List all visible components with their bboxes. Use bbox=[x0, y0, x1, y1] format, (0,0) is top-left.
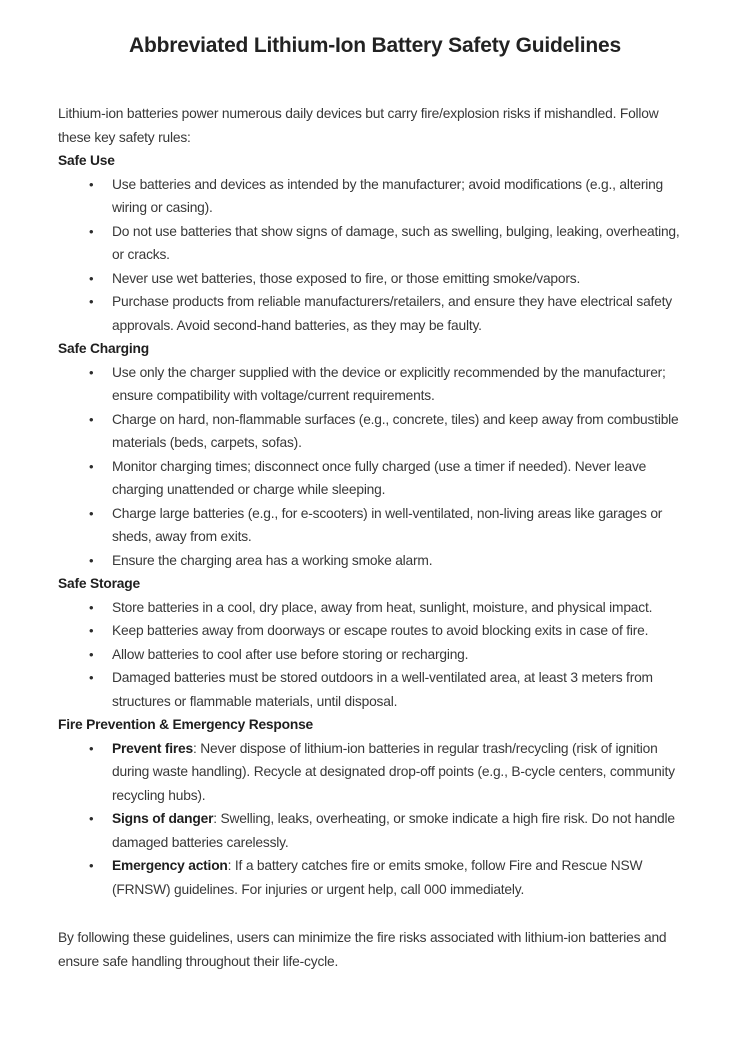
list-item-label: Signs of danger bbox=[112, 811, 214, 826]
document-title: Abbreviated Lithium-Ion Battery Safety Guidelines bbox=[129, 34, 621, 57]
section-heading-fire-prevention: Fire Prevention & Emergency Response bbox=[58, 717, 314, 732]
list-item bbox=[58, 643, 692, 667]
list-item-text: Use batteries and devices as intended by the manufacturer; avoid modifications (e.g., altering wiring or casing). bbox=[112, 176, 664, 215]
bullet-icon: • bbox=[89, 670, 94, 685]
bullet-icon: • bbox=[89, 623, 94, 638]
bullet-icon: • bbox=[89, 176, 94, 192]
list-item bbox=[58, 596, 692, 620]
bullet-icon: • bbox=[89, 294, 94, 309]
bullet-icon: • bbox=[89, 740, 94, 756]
list-item-text: Keep batteries away from doorways or escape routes to avoid blocking exits in case of fire. bbox=[112, 623, 649, 638]
bullet-icon: • bbox=[89, 223, 94, 239]
list-item-text: Damaged batteries must be stored outdoors in a well-ventilated area, at least 3 meters from structures or flammable materials, until disposal. bbox=[112, 670, 653, 709]
bullet-list-safe-use bbox=[58, 173, 692, 338]
list-item bbox=[58, 737, 692, 808]
list-item-text: : Swelling, leaks, overheating, or smoke indicate a high fire risk. Do not handle damaged batteries carelessly. bbox=[112, 811, 675, 850]
list-item bbox=[58, 666, 692, 713]
list-item bbox=[58, 408, 692, 455]
list-item-text: Never use wet batteries, those exposed to fire, or those emitting smoke/vapors. bbox=[112, 270, 581, 286]
list-item bbox=[58, 173, 692, 220]
list-item-text: : If a battery catches fire or emits smoke, follow Fire and Rescue NSW (FRNSW) guidelines. For injuries or urgent help, call 000 immediately. bbox=[112, 858, 643, 897]
list-item-text: Charge on hard, non-flammable surfaces (e.g., concrete, tiles) and keep away from combustible materials (beds, carpets, sofas). bbox=[112, 411, 679, 450]
list-item-text: Store batteries in a cool, dry place, away from heat, sunlight, moisture, and physical impact. bbox=[112, 599, 653, 615]
bullet-icon: • bbox=[89, 552, 94, 568]
list-item bbox=[58, 502, 692, 549]
bullet-icon: • bbox=[89, 270, 94, 286]
list-item bbox=[58, 361, 692, 408]
list-item bbox=[58, 807, 692, 854]
list-item bbox=[58, 220, 692, 267]
list-item-text: Charge large batteries (e.g., for e-scooters) in well-ventilated, non-living areas like garages or sheds, away from exits. bbox=[112, 505, 663, 544]
list-item-label: Prevent fires bbox=[112, 740, 193, 756]
list-item-text: : Never dispose of lithium-ion batteries in regular trash/recycling (risk of ignition during waste handling). Recycle at designated drop-off points (e.g., B-cycle centers, community recycling hubs). bbox=[112, 740, 675, 803]
list-item bbox=[58, 290, 692, 337]
list-item-text: Do not use batteries that show signs of damage, such as swelling, bulging, leaking, overheating, or cracks. bbox=[112, 223, 680, 262]
list-item-label: Emergency action bbox=[112, 858, 228, 873]
bullet-list-fire-prevention bbox=[58, 737, 692, 902]
bullet-icon: • bbox=[89, 858, 94, 873]
intro-paragraph: Lithium-ion batteries power numerous daily devices but carry fire/explosion risks if mishandled. Follow these key safety rules: bbox=[58, 106, 659, 145]
bullet-list-safe-storage bbox=[58, 596, 692, 714]
closing-paragraph: By following these guidelines, users can minimize the fire risks associated with lithium-ion batteries and ensure safe handling throughout their life-cycle. bbox=[58, 930, 667, 969]
bullet-icon: • bbox=[89, 364, 94, 380]
list-item-text: Use only the charger supplied with the device or explicitly recommended by the manufacturer; ensure compatibility with voltage/current requirements. bbox=[112, 364, 666, 403]
bullet-icon: • bbox=[89, 411, 94, 427]
bullet-icon: • bbox=[89, 505, 94, 521]
bullet-list-safe-charging bbox=[58, 361, 692, 573]
list-item-text: Monitor charging times; disconnect once fully charged (use a timer if needed). Never leave charging unattended or charge while sleeping. bbox=[112, 458, 647, 497]
list-item-text: Ensure the charging area has a working smoke alarm. bbox=[112, 552, 433, 568]
bullet-icon: • bbox=[89, 458, 94, 474]
list-item bbox=[58, 854, 692, 901]
list-item-text: Allow batteries to cool after use before storing or recharging. bbox=[112, 646, 469, 662]
list-item bbox=[58, 267, 692, 291]
bullet-icon: • bbox=[89, 646, 94, 662]
list-item bbox=[58, 619, 692, 643]
list-item-text: Purchase products from reliable manufacturers/retailers, and ensure they have electrical safety approvals. Avoid second-hand batteries, as they may be faulty. bbox=[112, 294, 672, 333]
section-heading-safe-charging: Safe Charging bbox=[58, 341, 149, 356]
section-heading-safe-use: Safe Use bbox=[58, 153, 115, 168]
list-item bbox=[58, 549, 692, 573]
list-item bbox=[58, 455, 692, 502]
bullet-icon: • bbox=[89, 811, 94, 826]
section-heading-safe-storage: Safe Storage bbox=[58, 576, 140, 591]
bullet-icon: • bbox=[89, 599, 94, 615]
